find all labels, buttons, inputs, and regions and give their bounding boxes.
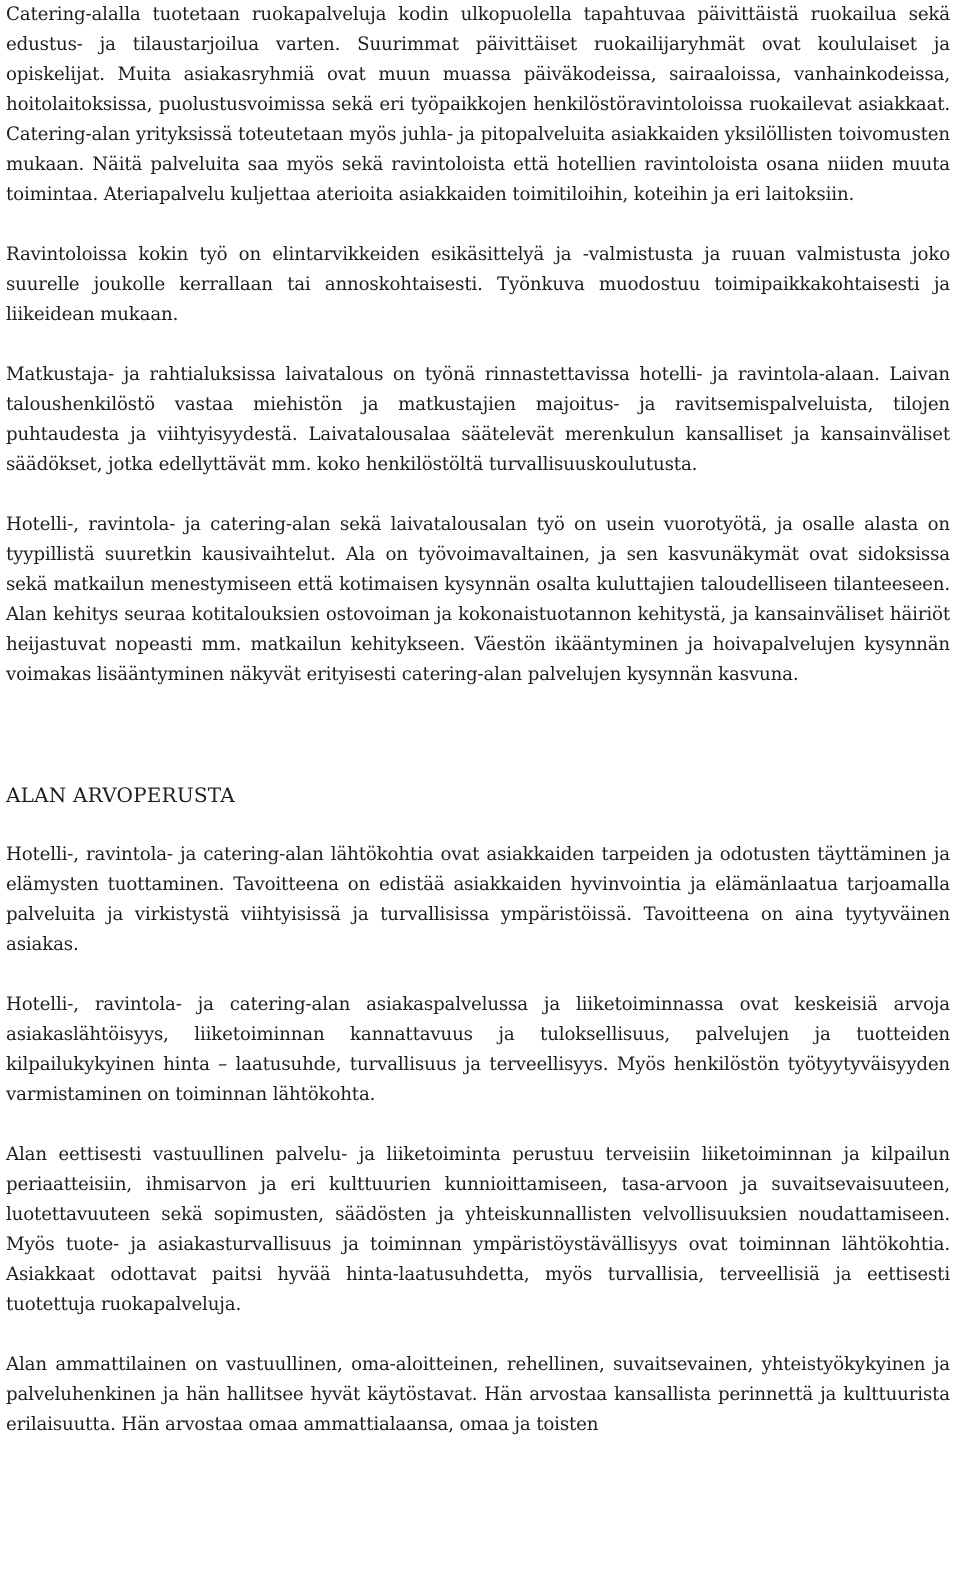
paragraph-ship-economy: Matkustaja- ja rahtialuksissa laivatalous on työnä rinnastettavissa hotelli- ja ravintola-alaan. Laivan taloushenkilöstö vastaa miehistön ja matkustajien majoitus- ja ravitsemispalveluista, tilojen puhtaudesta ja viihtyisyydestä. Laivatalousalaa säätelevät merenkulun kansalliset ja kansainväliset säädökset, jotka edellyttävät mm. koko henkilöstöltä turvallisuuskoulutusta.: [6, 364, 950, 475]
paragraph-professional: Alan ammattilainen on vastuullinen, oma-aloitteinen, rehellinen, suvaitsevainen, yhteistyökykyinen ja palveluhenkinen ja hän hallitsee hyvät käytöstavat. Hän arvostaa kansallista perinnettä ja kulttuurista erilaisuutta. Hän arvostaa omaa ammattialaansa, omaa ja toisten: [6, 1354, 950, 1435]
paragraph-gap: [6, 330, 950, 360]
paragraph-gap: [6, 480, 950, 510]
document-page: [6, 0, 950, 1440]
section-heading: ALAN ARVOPERUSTA: [6, 783, 235, 807]
paragraph-gap: [6, 210, 950, 240]
paragraph-core-values: Hotelli-, ravintola- ja catering-alan asiakaspalvelussa ja liiketoiminnassa ovat keskeisiä arvoja asiakaslähtöisyys, liiketoiminnan kannattavuus ja tuloksellisuus, palvelujen ja tuotteiden kilpailukykyinen hinta – laatusuhde, turvallisuus ja terveellisyys. Myös henkilöstön työtyytyväisyyden varmistaminen on toiminnan lähtökohta.: [6, 994, 950, 1105]
paragraph-restaurant-cook: Ravintoloissa kokin työ on elintarvikkeiden esikäsittelyä ja -valmistusta ja ruuan valmistusta joko suurelle joukolle kerrallaan tai annoskohtaisesti. Työnkuva muodostuu toimipaikkakohtaisesti ja liikeidean mukaan.: [6, 244, 950, 325]
section-gap: [6, 690, 950, 780]
paragraph-gap: [6, 960, 950, 990]
heading-gap: [6, 810, 950, 840]
paragraph-ethics: Alan eettisesti vastuullinen palvelu- ja liiketoiminta perustuu terveisiin liiketoiminnan ja kilpailun periaatteisiin, ihmisarvon ja eri kulttuurien kunnioittamiseen, tasa-arvoon ja suvaitsevaisuuteen, luotettavuuteen sekä sopimusten, säädösten ja yhteiskunnallisten velvollisuuksien noudattamiseen. Myös tuote- ja asiakasturvallisuus ja toiminnan ympäristöystävällisyys ovat toiminnan lähtökohtia. Asiakkaat odottavat paitsi hyvää hinta-laatusuhdetta, myös turvallisia, terveellisiä ja eettisesti tuotettuja ruokapalveluja.: [6, 1144, 950, 1315]
paragraph-gap: [6, 1110, 950, 1140]
paragraph-gap: [6, 1320, 950, 1350]
paragraph-catering-overview: Catering-alalla tuotetaan ruokapalveluja kodin ulkopuolella tapahtuvaa päivittäistä ruokailua sekä edustus- ja tilaustarjoilua varten. Suurimmat päivittäiset ruokailijaryhmät ovat koululaiset ja opiskelijat. Muita asiakasryhmiä ovat muun muassa päiväkodeissa, sairaaloissa, vanhainkodeissa, hoitolaitoksissa, puolustusvoimissa sekä eri työpaikkojen henkilöstöravintoloissa ruokailevat asiakkaat. Catering-alan yrityksissä toteutetaan myös juhla- ja pitopalveluita asiakkaiden yksilöllisten toivomusten mukaan. Näitä palveluita saa myös sekä ravintoloista että hotellien ravintoloista osana niiden muuta toimintaa. Ateriapalvelu kuljettaa aterioita asiakkaiden toimitiloihin, koteihin ja eri laitoksiin.: [6, 4, 950, 205]
paragraph-starting-points: Hotelli-, ravintola- ja catering-alan lähtökohtia ovat asiakkaiden tarpeiden ja odotusten täyttäminen ja elämysten tuottaminen. Tavoitteena on edistää asiakkaiden hyvinvointia ja elämänlaatua tarjoamalla palveluita ja virkistystä viihtyisissä ja turvallisissa ympäristöissä. Tavoitteena on aina tyytyväinen asiakas.: [6, 844, 950, 955]
paragraph-shift-work: Hotelli-, ravintola- ja catering-alan sekä laivatalousalan työ on usein vuorotyötä, ja osalle alasta on tyypillistä suuretkin kausivaihtelut. Ala on työvoimavaltainen, ja sen kasvunäkymät ovat sidoksissa sekä matkailun menestymiseen että kotimaisen kysynnän osalta kuluttajien taloudelliseen tilanteeseen. Alan kehitys seuraa kotitalouksien ostovoiman ja kokonaistuotannon kehitystä, ja kansainväliset häiriöt heijastuvat nopeasti mm. matkailun kehitykseen. Väestön ikääntyminen ja hoivapalvelujen kysynnän voimakas lisääntyminen näkyvät erityisesti catering-alan palvelujen kysynnän kasvuna.: [6, 514, 950, 685]
